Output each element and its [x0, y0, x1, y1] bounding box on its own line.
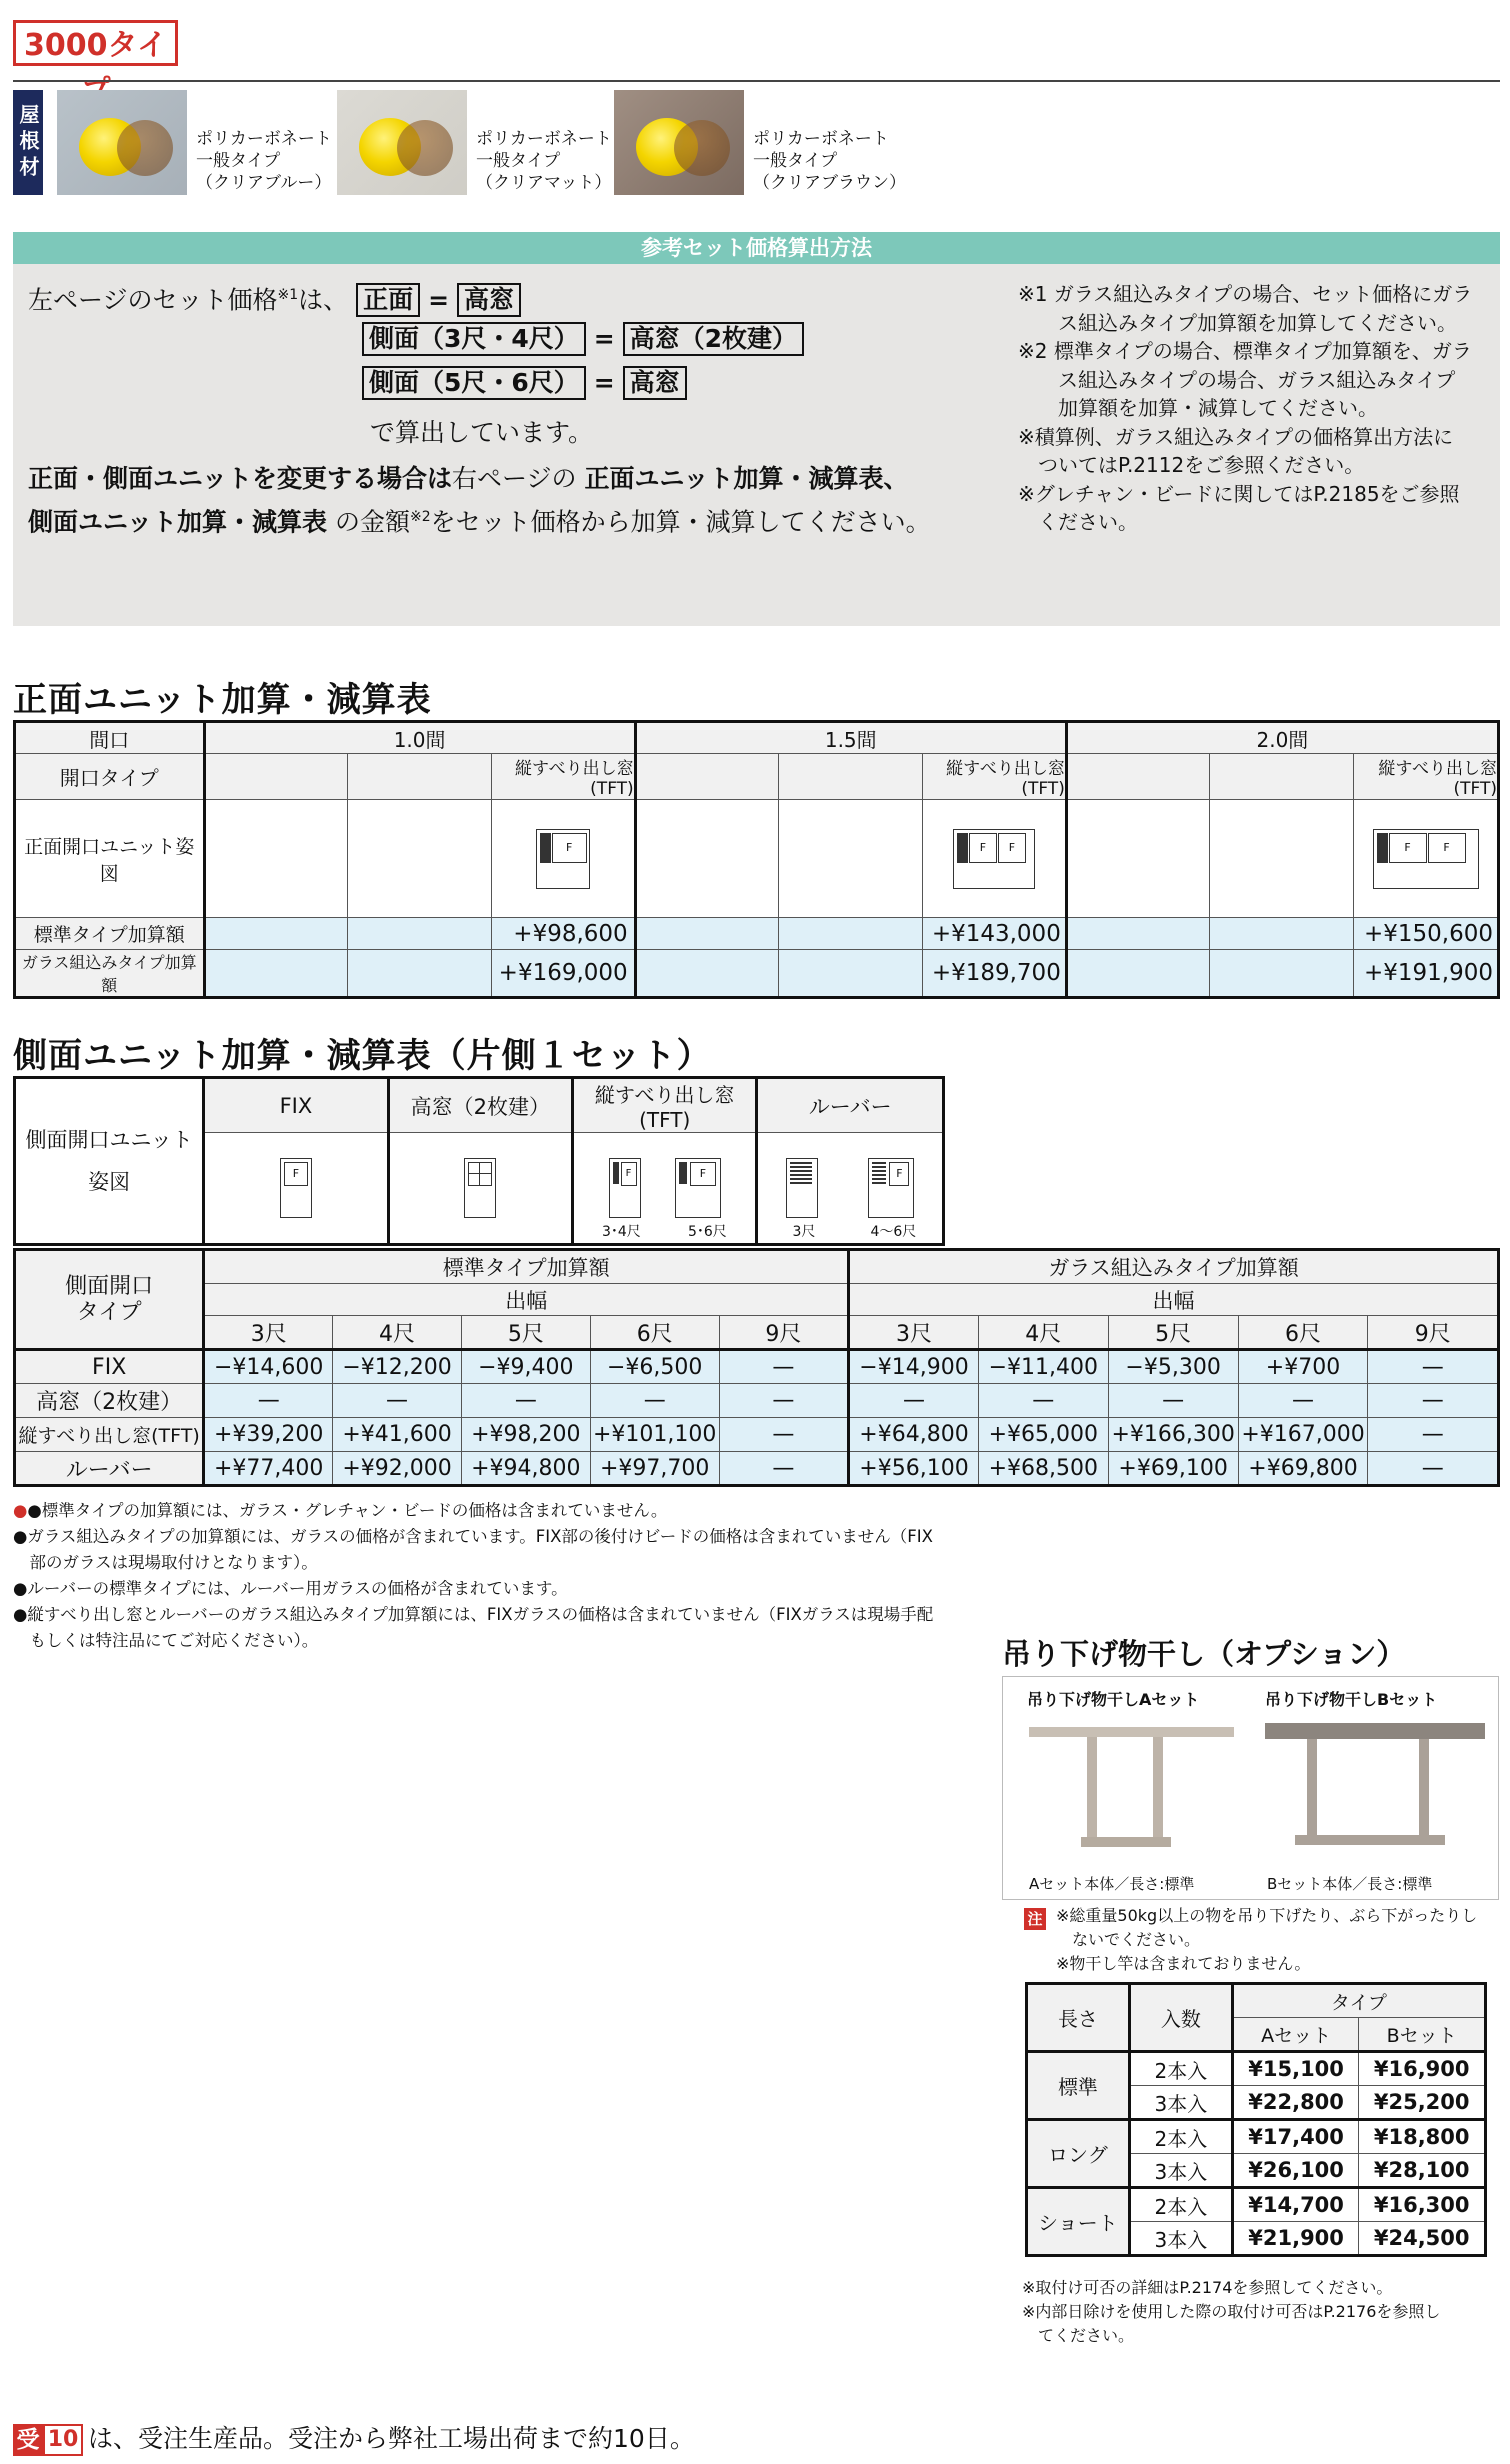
- roof-material-2: ポリカーボネート 一般タイプ （クリアマット）: [476, 129, 612, 193]
- front-window-3-icon: F F: [1373, 829, 1479, 889]
- made-to-order-badge: 受: [13, 2424, 43, 2456]
- louver-caption-small: 3尺: [792, 1224, 816, 1240]
- calc-lead-line: 左ページのセット価格$^{※1}$は、 正面 = 高窓: [28, 276, 521, 319]
- front-type-1: 縦すべり出し窓(TFT): [491, 754, 635, 800]
- side-glass-head: ガラス組込みタイプ加算額: [849, 1250, 1499, 1284]
- fix-window-icon: F: [280, 1158, 312, 1218]
- drier-h-qty: 入数: [1129, 1984, 1232, 2052]
- side-col-louver: ルーバー: [757, 1078, 944, 1133]
- calc-eq2: 側面（3尺・4尺） = 高窓（2枚建）: [362, 320, 804, 358]
- drier-h-a: Aセット: [1232, 2018, 1359, 2052]
- front-std-3: +¥150,600: [1354, 918, 1499, 950]
- swatch-clear-blue: [57, 90, 187, 195]
- drier-length-std: 標準: [1027, 2052, 1130, 2120]
- front-span-2: 1.5間: [635, 722, 1066, 754]
- side-price-row-head: 側面開口 タイプ: [15, 1250, 204, 1350]
- louver-large-icon: F: [868, 1158, 914, 1218]
- side-figure-table: [13, 1076, 945, 1246]
- side-figure-tft: [572, 1133, 756, 1245]
- tft-window-large-icon: F: [675, 1158, 721, 1218]
- side-footnotes: ●●標準タイプの加算額には、ガラス・グレチャン・ビードの価格は含まれていません。 ●ガラス組込みタイプの加算額には、ガラスの価格が含まれています。FIX部の後付けビードの価格は含まれていません（FIX 部のガラスは現場取付けとなります）。 ●ルーバーの標準タイプには、ルーバー用ガラスの価格が含まれています。 ●縦すべり出し窓とルーバーのガラス組込みタイプ加算額には、FIXガラスの価格は含まれていません（FIXガラスは現場手配 もしくは特注品にてご対応ください）。: [13, 1501, 934, 1650]
- option-illustration: [1002, 1676, 1499, 1900]
- option-title: 吊り下げ物干し（オプション）: [1002, 1637, 1406, 1671]
- set-a-caption: Aセット本体／長さ:標準: [1029, 1875, 1195, 1893]
- louver-small-icon: [786, 1158, 818, 1218]
- set-a-name: 吊り下げ物干しAセット: [1027, 1690, 1200, 1709]
- front-glass-2: +¥189,700: [922, 950, 1066, 998]
- type-tag: 3000タイ: [13, 20, 178, 66]
- tft-window-small-icon: F: [609, 1158, 641, 1218]
- front-figure-label: 正面開口ユニット姿図: [15, 800, 205, 918]
- calc-method-title: 参考セット価格算出方法: [13, 232, 1500, 264]
- swatch-clear-matte: [337, 90, 467, 195]
- caution-icon: 注: [1024, 1908, 1046, 1930]
- swatch-clear-brown: [614, 90, 744, 195]
- side-row-louver: ルーバー +¥77,400 +¥92,000 +¥94,800 +¥97,700 — +¥56,100 +¥68,500 +¥69,100 +¥69,800 —: [15, 1452, 1499, 1486]
- side-row-fix: FIX −¥14,600 −¥12,200 −¥9,400 −¥6,500 — −¥14,900 −¥11,400 −¥5,300 +¥700 —: [15, 1350, 1499, 1384]
- tft-caption-large: 5･6尺: [687, 1224, 727, 1240]
- roof-material-3: ポリカーボネート 一般タイプ （クリアブラウン）: [753, 129, 906, 193]
- drier-illustration: [1003, 1713, 1498, 1863]
- option-cautions: ※総重量50kg以上の物を吊り下げたり、ぶら下がったりし ないでください。 ※物干し竿は含まれておりません。: [1056, 1906, 1478, 1973]
- drier-price-table: 長さ 入数 タイプ Aセット Bセット 標準 2本入 ¥15,100 ¥16,900 3本入 ¥22,800 ¥25,200 ロング 2本入 ¥17,400 ¥18,800 3本入 ¥26,100 ¥28,100 ショート 2本入 ¥14,700 ¥16,300 3本入 ¥21,900 ¥24,500: [1025, 1982, 1487, 2257]
- roof-material-label: 屋根材: [13, 90, 43, 195]
- drier-length-short: ショート: [1027, 2188, 1130, 2256]
- side-price-table: [13, 1248, 1500, 1487]
- side-std-head: 標準タイプ加算額: [204, 1250, 849, 1284]
- front-figure-3: [1354, 800, 1499, 918]
- calc-notes: ※1 ガラス組込みタイプの場合、セット価格にガラ ス組込みタイプ加算額を加算してください。 ※2 標準タイプの場合、標準タイプ加算額を、ガラ ス組込みタイプの場合、ガラス組込みタイプ 加算額を加算・減算してください。 ※積算例、ガラス組込みタイプの価格算出方法に ついてはP.2112をご参照ください。 ※グレチャン・ビードに関してはP.2185をご参照 ください。: [1018, 282, 1473, 534]
- front-span-3: 2.0間: [1066, 722, 1498, 754]
- side-figure-label: 側面開口ユニット 姿図: [15, 1078, 204, 1245]
- side-col-tft: 縦すべり出し窓(TFT): [572, 1078, 756, 1133]
- front-window-1-icon: F: [536, 829, 590, 889]
- set-b-name: 吊り下げ物干しBセット: [1265, 1690, 1438, 1709]
- drier-h-b: Bセット: [1359, 2018, 1486, 2052]
- side-table-title: 側面ユニット加算・減算表（片側１セット）: [13, 1036, 712, 1076]
- front-type-3: 縦すべり出し窓(TFT): [1354, 754, 1499, 800]
- side-glass-width-head: 出幅: [849, 1284, 1499, 1316]
- front-glass-3: +¥191,900: [1354, 950, 1499, 998]
- front-figure-2: [922, 800, 1066, 918]
- option-notes: ※取付け可否の詳細はP.2174を参照してください。 ※内部日除けを使用した際の取付け可否はP.2176を参照し てください。: [1022, 2278, 1441, 2345]
- front-unit-table: [13, 720, 1500, 999]
- roof-material-1: ポリカーボネート 一般タイプ （クリアブルー）: [196, 129, 332, 193]
- front-type-label: 開口タイプ: [15, 754, 205, 800]
- top-rule: [13, 80, 1500, 82]
- front-span-1: 1.0間: [204, 722, 635, 754]
- drier-h-length: 長さ: [1027, 1984, 1130, 2052]
- front-std-2: +¥143,000: [922, 918, 1066, 950]
- calc-eq3: 側面（5尺・6尺） = 高窓: [362, 364, 687, 402]
- side-row-tft: 縦すべり出し窓(TFT) +¥39,200 +¥41,600 +¥98,200 +¥101,100 — +¥64,800 +¥65,000 +¥166,300 +¥167,000 —: [15, 1418, 1499, 1452]
- drier-h-type: タイプ: [1232, 1984, 1485, 2018]
- front-window-2-icon: F F: [953, 829, 1035, 889]
- tft-caption-small: 3･4尺: [601, 1224, 641, 1240]
- side-col-fix: FIX: [204, 1078, 388, 1133]
- calc-para-1: 正面・側面ユニットを変更する場合は右ページの 正面ユニット加算・減算表、: [28, 464, 909, 493]
- side-col-highwin: 高窓（2枚建）: [388, 1078, 572, 1133]
- front-type-2: 縦すべり出し窓(TFT): [922, 754, 1066, 800]
- front-glass-1: +¥169,000: [491, 950, 635, 998]
- front-std-label: 標準タイプ加算額: [15, 918, 205, 950]
- side-std-width-head: 出幅: [204, 1284, 849, 1316]
- side-row-highwin: 高窓（2枚建） — — — — — — — — — —: [15, 1384, 1499, 1418]
- calc-closing: で算出しています。: [370, 418, 594, 447]
- lead-days-badge: 10: [43, 2424, 83, 2456]
- front-std-1: +¥98,600: [491, 918, 635, 950]
- front-figure-1: [491, 800, 635, 918]
- front-glass-label: ガラス組込みタイプ加算額: [15, 950, 205, 998]
- louver-caption-large: 4～6尺: [870, 1224, 917, 1240]
- side-figure-highwin: [388, 1133, 572, 1245]
- footer-text: は、受注生産品。受注から弊社工場出荷まで約10日。: [88, 2424, 695, 2453]
- side-figure-fix: [204, 1133, 388, 1245]
- set-b-caption: Bセット本体／長さ:標準: [1267, 1875, 1433, 1893]
- front-table-title: 正面ユニット加算・減算表: [13, 680, 432, 720]
- side-figure-louver: [757, 1133, 944, 1245]
- calc-para-2: 側面ユニット加算・減算表 の金額$^{※2}$をセット価格から加算・減算してください。: [28, 507, 931, 537]
- side-size-row: 3尺 4尺 5尺 6尺 9尺 3尺 4尺 5尺 6尺 9尺: [15, 1316, 1499, 1350]
- high-window-icon: [464, 1158, 496, 1218]
- drier-length-long: ロング: [1027, 2120, 1130, 2188]
- front-span-label: 間口: [15, 722, 205, 754]
